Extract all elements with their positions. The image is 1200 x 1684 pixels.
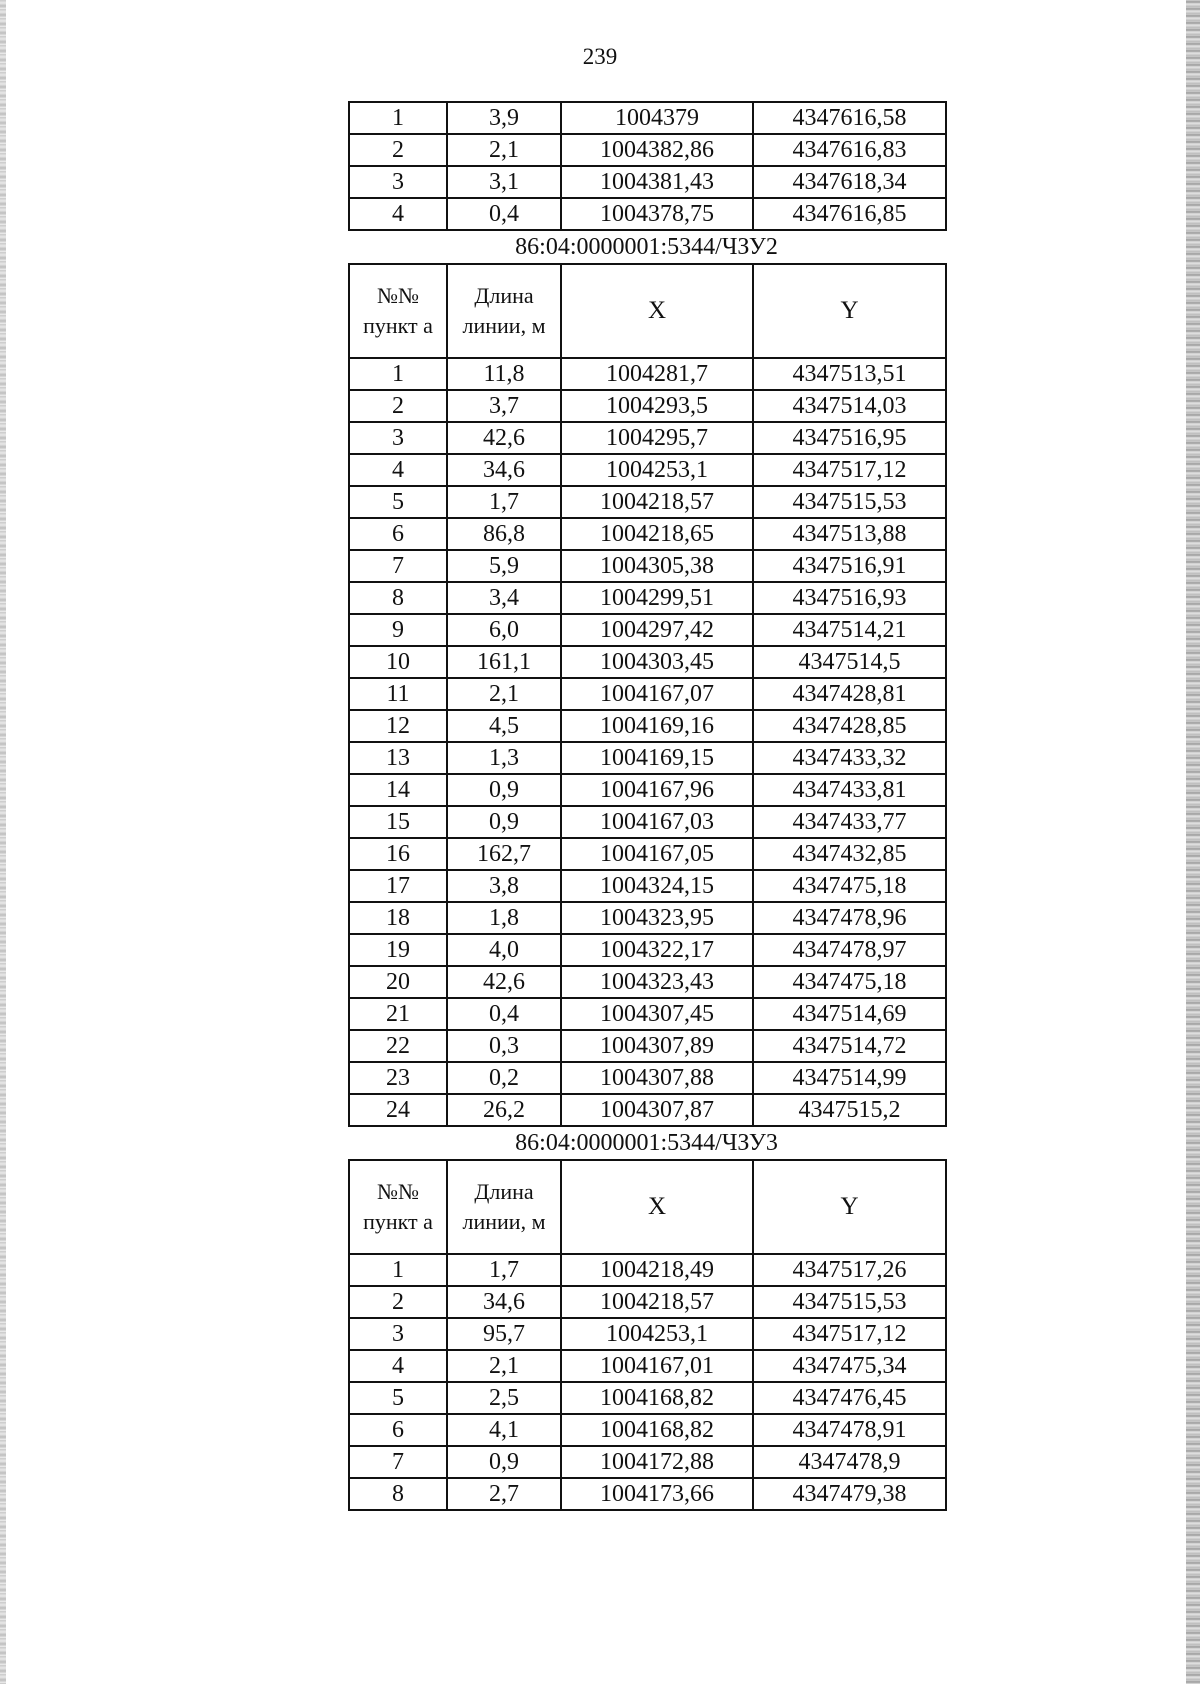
table-cell: 4347514,21 [753, 614, 946, 646]
table-cell: 4347618,34 [753, 166, 946, 198]
table-cell: 11 [349, 678, 447, 710]
table-cell: 4347428,85 [753, 710, 946, 742]
table-cell: 1004167,05 [561, 838, 753, 870]
table-cell: 14 [349, 774, 447, 806]
table-cell: 4347478,9 [753, 1446, 946, 1478]
table-cell: 2 [349, 390, 447, 422]
table-cell: 161,1 [447, 646, 561, 678]
column-header-col1: №№ пункт а [349, 264, 447, 358]
table-cell: 6 [349, 518, 447, 550]
table-cell: 1004323,43 [561, 966, 753, 998]
table-cell: 4347517,12 [753, 1318, 946, 1350]
table-cell: 4,1 [447, 1414, 561, 1446]
table-row [349, 422, 946, 454]
table-cell: 7 [349, 550, 447, 582]
coordinates-table-chzu3 [348, 1159, 947, 1511]
table-header-row [349, 1160, 946, 1254]
table-cell: 4347475,18 [753, 870, 946, 902]
table-cell: 4347616,83 [753, 134, 946, 166]
table-cell: 1004173,66 [561, 1478, 753, 1510]
table-cell: 21 [349, 998, 447, 1030]
table-cell: 4,0 [447, 934, 561, 966]
table-cell: 0,4 [447, 198, 561, 230]
table-cell: 4347513,51 [753, 358, 946, 390]
table-cell: 4347515,53 [753, 486, 946, 518]
table-row [349, 838, 946, 870]
table-cell: 1004172,88 [561, 1446, 753, 1478]
table-cell: 1004168,82 [561, 1382, 753, 1414]
table-row [349, 870, 946, 902]
table-cell: 3,8 [447, 870, 561, 902]
table-row [349, 806, 946, 838]
table-cell: 1004167,01 [561, 1350, 753, 1382]
table-cell: 1004218,49 [561, 1254, 753, 1286]
table-cell: 0,3 [447, 1030, 561, 1062]
table-cell: 4347517,26 [753, 1254, 946, 1286]
table-cell: 1004305,38 [561, 550, 753, 582]
table-cell: 1004167,03 [561, 806, 753, 838]
table-cell: 2,7 [447, 1478, 561, 1510]
table-cell: 2,1 [447, 678, 561, 710]
table-row [349, 1318, 946, 1350]
table-cell: 4347514,99 [753, 1062, 946, 1094]
column-header-col3: X [561, 1160, 753, 1254]
column-header-col2: Длина линии, м [447, 264, 561, 358]
table-row [349, 1062, 946, 1094]
column-header-col1: №№ пункт а [349, 1160, 447, 1254]
scan-edge-right [1186, 0, 1200, 1684]
table-cell: 1004218,57 [561, 1286, 753, 1318]
table-cell: 3,1 [447, 166, 561, 198]
table-cell: 42,6 [447, 422, 561, 454]
table-cell: 4347516,93 [753, 582, 946, 614]
table-cell: 2,1 [447, 134, 561, 166]
table-cell: 4347514,5 [753, 646, 946, 678]
table-cell: 3,9 [447, 102, 561, 134]
table-cell: 1004324,15 [561, 870, 753, 902]
table-row [349, 358, 946, 390]
table-cell: 23 [349, 1062, 447, 1094]
table-cell: 1004378,75 [561, 198, 753, 230]
table-row [349, 134, 946, 166]
table-cell: 0,9 [447, 806, 561, 838]
table-cell: 6 [349, 1414, 447, 1446]
table-cell: 6,0 [447, 614, 561, 646]
document-body [348, 101, 945, 1511]
section-title-chzu2: 86:04:0000001:5344/ЧЗУ2 [515, 234, 778, 260]
table-cell: 26,2 [447, 1094, 561, 1126]
table-cell: 1004218,65 [561, 518, 753, 550]
table-cell: 11,8 [447, 358, 561, 390]
table-cell: 4 [349, 1350, 447, 1382]
table-cell: 4347514,69 [753, 998, 946, 1030]
table-row [349, 102, 946, 134]
scan-edge-left [0, 0, 6, 1684]
table-cell: 17 [349, 870, 447, 902]
table-cell: 4347433,32 [753, 742, 946, 774]
table-cell: 1,7 [447, 1254, 561, 1286]
table-cell: 15 [349, 806, 447, 838]
table-cell: 8 [349, 1478, 447, 1510]
table-cell: 13 [349, 742, 447, 774]
table-cell: 34,6 [447, 454, 561, 486]
table-cell: 24 [349, 1094, 447, 1126]
table-row [349, 646, 946, 678]
table-row [349, 1094, 946, 1126]
table-cell: 0,9 [447, 1446, 561, 1478]
table-cell: 4347478,96 [753, 902, 946, 934]
column-header-col2: Длина линии, м [447, 1160, 561, 1254]
table-cell: 1,8 [447, 902, 561, 934]
table-cell: 8 [349, 582, 447, 614]
table-row [349, 1030, 946, 1062]
column-header-col4: Y [753, 1160, 946, 1254]
table-header-row [349, 264, 946, 358]
column-header-col3: X [561, 264, 753, 358]
table-cell: 4347516,95 [753, 422, 946, 454]
table-cell: 1004169,15 [561, 742, 753, 774]
table-row [349, 454, 946, 486]
table-cell: 2 [349, 1286, 447, 1318]
section-title-chzu3: 86:04:0000001:5344/ЧЗУ3 [515, 1130, 778, 1156]
page-number: 239 [582, 44, 618, 69]
table-cell: 1004169,16 [561, 710, 753, 742]
table-cell: 4347514,03 [753, 390, 946, 422]
table-cell: 5,9 [447, 550, 561, 582]
table-cell: 5 [349, 486, 447, 518]
coordinates-table-chzu2 [348, 263, 947, 1127]
table-cell: 1004167,07 [561, 678, 753, 710]
table-cell: 4347514,72 [753, 1030, 946, 1062]
table-cell: 4 [349, 198, 447, 230]
table-row [349, 678, 946, 710]
table-cell: 7 [349, 1446, 447, 1478]
table-cell: 16 [349, 838, 447, 870]
table-cell: 1 [349, 102, 447, 134]
table-cell: 20 [349, 966, 447, 998]
table-cell: 9 [349, 614, 447, 646]
table-cell: 1004307,87 [561, 1094, 753, 1126]
table-cell: 4 [349, 454, 447, 486]
table-row [349, 614, 946, 646]
table-cell: 1004253,1 [561, 454, 753, 486]
table-cell: 1004382,86 [561, 134, 753, 166]
table-cell: 4347478,97 [753, 934, 946, 966]
table-cell: 1004307,45 [561, 998, 753, 1030]
table-row [349, 166, 946, 198]
column-header-col4: Y [753, 264, 946, 358]
table-row [349, 742, 946, 774]
table-cell: 4347516,91 [753, 550, 946, 582]
table-cell: 4347515,2 [753, 1094, 946, 1126]
table-cell: 10 [349, 646, 447, 678]
table-row [349, 1254, 946, 1286]
table-cell: 42,6 [447, 966, 561, 998]
table-cell: 3 [349, 422, 447, 454]
table-row [349, 966, 946, 998]
table-cell: 4347475,18 [753, 966, 946, 998]
table-row [349, 550, 946, 582]
table-cell: 86,8 [447, 518, 561, 550]
table-cell: 5 [349, 1382, 447, 1414]
table-cell: 4347513,88 [753, 518, 946, 550]
table-cell: 1004299,51 [561, 582, 753, 614]
table-cell: 1,3 [447, 742, 561, 774]
table-row [349, 518, 946, 550]
table-row [349, 902, 946, 934]
table-cell: 1004293,5 [561, 390, 753, 422]
table-cell: 1004379 [561, 102, 753, 134]
table-cell: 1004168,82 [561, 1414, 753, 1446]
table-cell: 1004218,57 [561, 486, 753, 518]
table-cell: 1004307,88 [561, 1062, 753, 1094]
table-row [349, 774, 946, 806]
table-cell: 4347478,91 [753, 1414, 946, 1446]
table-cell: 1 [349, 1254, 447, 1286]
table-cell: 4347515,53 [753, 1286, 946, 1318]
table-row [349, 198, 946, 230]
table-cell: 4347517,12 [753, 454, 946, 486]
table-row [349, 1382, 946, 1414]
table-cell: 2,1 [447, 1350, 561, 1382]
table-cell: 3 [349, 1318, 447, 1350]
table-row [349, 1414, 946, 1446]
table-cell: 1004167,96 [561, 774, 753, 806]
table-cell: 3 [349, 166, 447, 198]
table-cell: 4347433,77 [753, 806, 946, 838]
table-cell: 1004381,43 [561, 166, 753, 198]
table-row [349, 1446, 946, 1478]
table-cell: 0,9 [447, 774, 561, 806]
table-row [349, 1286, 946, 1318]
table-row [349, 1478, 946, 1510]
table-cell: 95,7 [447, 1318, 561, 1350]
table-row [349, 486, 946, 518]
table-cell: 1004295,7 [561, 422, 753, 454]
table-cell: 4347433,81 [753, 774, 946, 806]
table-cell: 4347476,45 [753, 1382, 946, 1414]
table-cell: 1004253,1 [561, 1318, 753, 1350]
table-cell: 4347428,81 [753, 678, 946, 710]
table-cell: 0,2 [447, 1062, 561, 1094]
table-cell: 0,4 [447, 998, 561, 1030]
table-cell: 1004281,7 [561, 358, 753, 390]
table-cell: 19 [349, 934, 447, 966]
table-cell: 4347479,38 [753, 1478, 946, 1510]
table-cell: 22 [349, 1030, 447, 1062]
table-row [349, 582, 946, 614]
table-cell: 4347432,85 [753, 838, 946, 870]
table-cell: 12 [349, 710, 447, 742]
table-row [349, 710, 946, 742]
table-cell: 34,6 [447, 1286, 561, 1318]
table-cell: 1004307,89 [561, 1030, 753, 1062]
table-cell: 4347616,85 [753, 198, 946, 230]
table-cell: 1004322,17 [561, 934, 753, 966]
table-cell: 1 [349, 358, 447, 390]
table-cell: 1,7 [447, 486, 561, 518]
table-cell: 1004297,42 [561, 614, 753, 646]
table-cell: 1004323,95 [561, 902, 753, 934]
table-row [349, 390, 946, 422]
table-cell: 4347475,34 [753, 1350, 946, 1382]
table-row [349, 934, 946, 966]
table-cell: 162,7 [447, 838, 561, 870]
table-row [349, 1350, 946, 1382]
table-row [349, 998, 946, 1030]
table-cell: 1004303,45 [561, 646, 753, 678]
table-cell: 2,5 [447, 1382, 561, 1414]
table-cell: 3,7 [447, 390, 561, 422]
table-cell: 18 [349, 902, 447, 934]
table-cell: 2 [349, 134, 447, 166]
table-cell: 3,4 [447, 582, 561, 614]
coordinates-table-1 [348, 101, 947, 231]
table-cell: 4347616,58 [753, 102, 946, 134]
table-cell: 4,5 [447, 710, 561, 742]
